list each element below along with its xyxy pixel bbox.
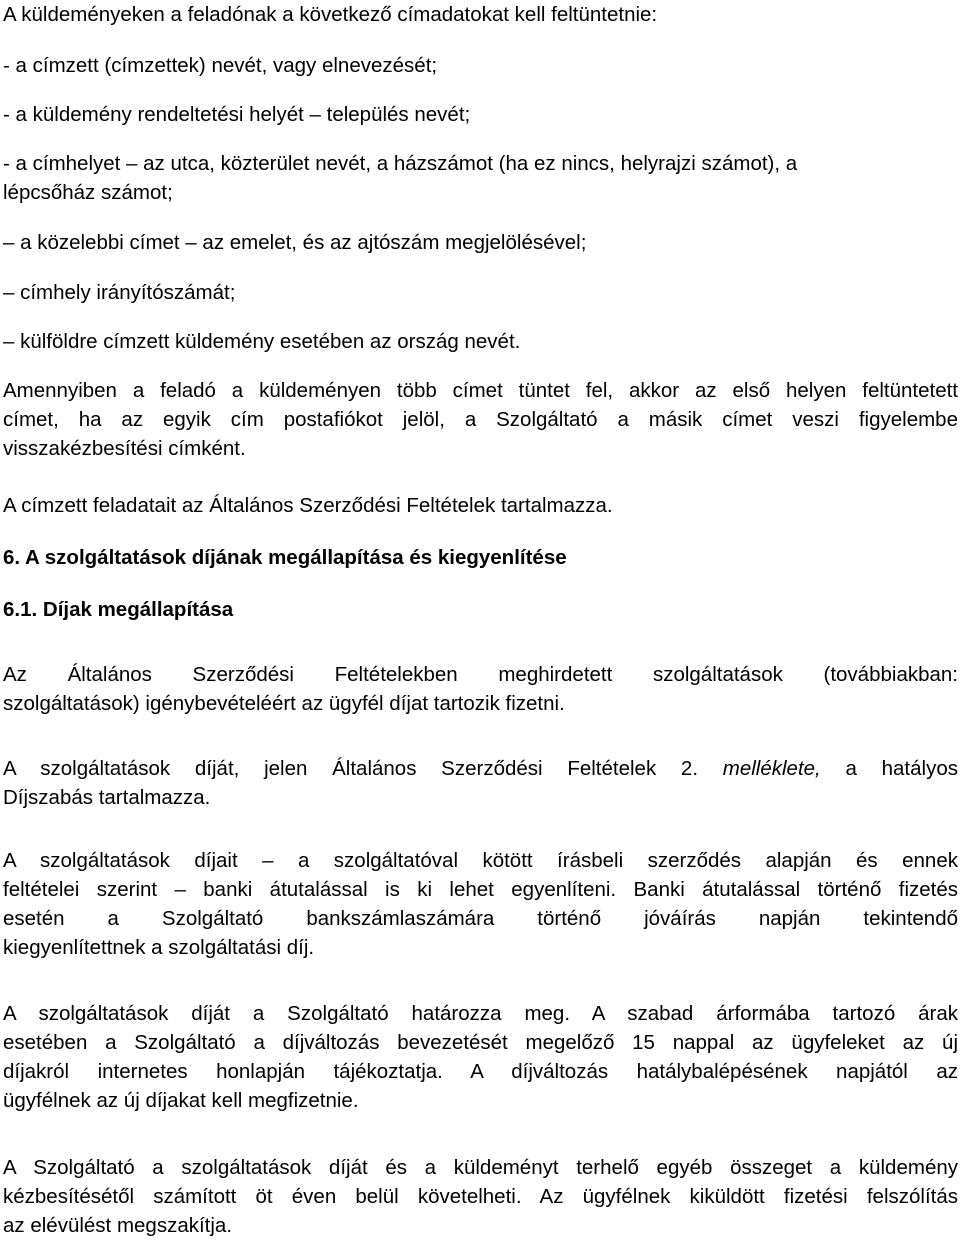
subsection-heading: 6.1. Díjak megállapítása: [3, 598, 234, 621]
list-item: – címhely irányítószámát;: [3, 281, 236, 304]
paragraph-line: szolgáltatások) igénybevételéért az ügyfél díjat tartozik fizetni.: [3, 692, 565, 715]
paragraph-line: az elévülést megszakítja.: [3, 1214, 233, 1237]
paragraph-line: kiegyenlítettnek a szolgáltatási díj.: [3, 936, 315, 959]
italic-annex-reference: melléklete,: [722, 757, 821, 780]
section-heading: 6. A szolgáltatások díjának megállapítása és kiegyenlítése: [3, 546, 567, 569]
list-item: - a címzett (címzettek) nevét, vagy elnevezését;: [3, 54, 438, 77]
paragraph-line: esetében a Szolgáltató a díjváltozás bevezetését megelőző 15 nappal az ügyfeleket az új: [3, 1031, 958, 1054]
paragraph-line: címet, ha az egyik cím postafiókot jelöl, a Szolgáltató a másik címet veszi figyelembe: [3, 408, 958, 431]
paragraph-fee-schedule: [3, 754, 958, 812]
paragraph-payment: [3, 846, 958, 962]
paragraph-line: A szolgáltatások díjait – a szolgáltatóval kötött írásbeli szerződés alapján és ennek: [3, 849, 958, 872]
paragraph-line: A szolgáltatások díját, jelen Általános Szerződési Feltételek 2. melléklete, a hatályos: [3, 757, 958, 780]
paragraph-limitation: [3, 1153, 958, 1240]
paragraph-fee-setting: [3, 999, 958, 1115]
paragraph-line: esetén a Szolgáltató bankszámlaszámára történő jóváírás napján tekintendő: [3, 907, 958, 930]
paragraph-line: kézbesítésétől számított öt éven belül követelheti. Az ügyfélnek kiküldött fizetési felszólítás: [3, 1185, 958, 1208]
list-item-continuation: lépcsőház számot;: [3, 181, 173, 204]
list-item: - a küldemény rendeltetési helyét – település nevét;: [3, 103, 471, 126]
paragraph-line: A szolgáltatások díját a Szolgáltató határozza meg. A szabad árformába tartozó árak: [3, 1002, 958, 1025]
paragraph-fee-obligation: [3, 660, 958, 718]
paragraph-line: visszakézbesítési címként.: [3, 437, 246, 460]
paragraph-line: díjakról internetes honlapján tájékoztatja. A díjváltozás hatálybalépésének napjától az: [3, 1060, 958, 1083]
paragraph-line: A Szolgáltató a szolgáltatások díját és a küldeményt terhelő egyéb összeget a küldemény: [3, 1156, 958, 1179]
paragraph-multiple-addresses: [3, 376, 958, 463]
paragraph-line: Amennyiben a feladó a küldeményen több címet tüntet fel, akkor az első helyen feltüntetett: [3, 379, 958, 402]
paragraph-line: ügyfélnek az új díjakat kell megfizetnie.: [3, 1089, 359, 1112]
list-item: - a címhelyet – az utca, közterület nevét, a házszámot (ha ez nincs, helyrajzi számot), a: [3, 152, 798, 175]
paragraph-line: Az Általános Szerződési Feltételekben meghirdetett szolgáltatások (továbbiakban:: [3, 663, 958, 686]
list-item: – külföldre címzett küldemény esetében az ország nevét.: [3, 330, 521, 353]
list-item: – a közelebbi címet – az emelet, és az ajtószám megjelölésével;: [3, 231, 587, 254]
intro-text: A küldeményeken a feladónak a következő címadatokat kell feltüntetnie:: [3, 3, 658, 26]
paragraph-line: Díjszabás tartalmazza.: [3, 786, 211, 809]
paragraph-line: feltételei szerint – banki átutalással is ki lehet egyenlíteni. Banki átutalással történő fizetés: [3, 878, 958, 901]
paragraph-recipient-duties: A címzett feladatait az Általános Szerződési Feltételek tartalmazza.: [3, 494, 613, 517]
